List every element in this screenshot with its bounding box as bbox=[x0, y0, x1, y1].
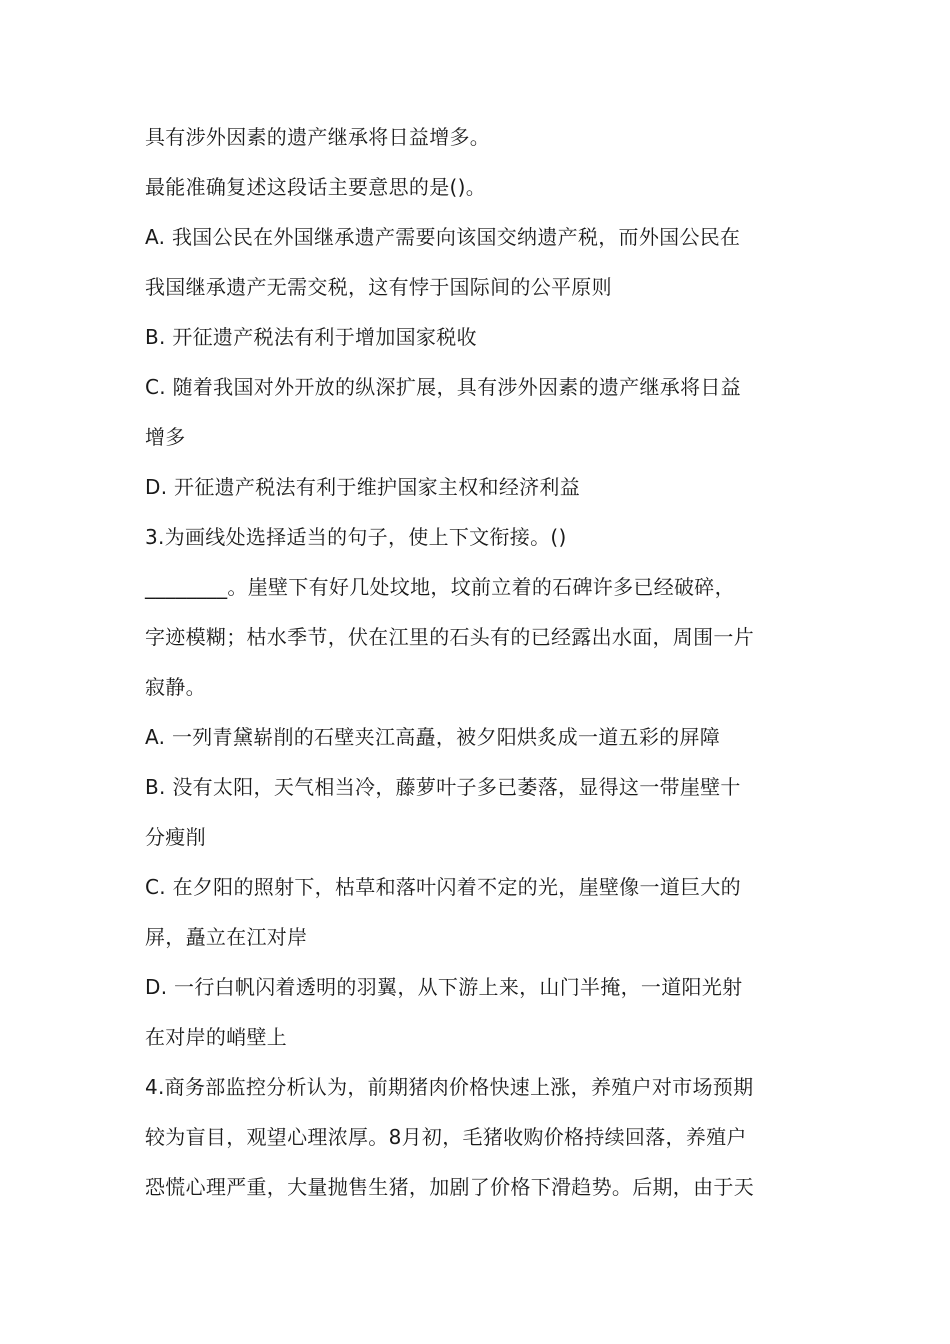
option-b: B. 开征遗产税法有利于增加国家税收 bbox=[145, 325, 477, 349]
question-3-passage-line-1: ________。崖壁下有好几处坟地，坟前立着的石碑许多已经破碎， bbox=[145, 575, 735, 599]
document-page bbox=[145, 112, 815, 1212]
question-4-line-3: 恐慌心理严重，大量抛售生猪，加剧了价格下滑趋势。后期，由于天 bbox=[145, 1175, 754, 1199]
question-3-passage-line-3: 寂静。 bbox=[145, 675, 206, 699]
q3-option-b-line-1: B. 没有太阳，天气相当冷，藤萝叶子多已萎落，显得这一带崖壁十 bbox=[145, 775, 741, 799]
q3-option-c-line-1: C. 在夕阳的照射下，枯草和落叶闪着不定的光，崖壁像一道巨大的 bbox=[145, 875, 741, 899]
q3-option-a: A. 一列青黛崭削的石壁夹江高矗，被夕阳烘炙成一道五彩的屏障 bbox=[145, 725, 721, 749]
q3-option-c-line-2: 屏，矗立在江对岸 bbox=[145, 925, 308, 949]
option-c-line-1: C. 随着我国对外开放的纵深扩展，具有涉外因素的遗产继承将日益 bbox=[145, 375, 741, 399]
question-prompt: 最能准确复述这段话主要意思的是()。 bbox=[145, 175, 487, 199]
q3-option-b-line-2: 分瘦削 bbox=[145, 825, 206, 849]
text-line: 具有涉外因素的遗产继承将日益增多。 bbox=[145, 125, 491, 149]
option-a-line-1: A. 我国公民在外国继承遗产需要向该国交纳遗产税，而外国公民在 bbox=[145, 225, 741, 249]
question-4-line-2: 较为盲目，观望心理浓厚。8月初，毛猪收购价格持续回落，养殖户 bbox=[145, 1125, 747, 1149]
q3-option-d-line-1: D. 一行白帆闪着透明的羽翼，从下游上来，山门半掩，一道阳光射 bbox=[145, 975, 743, 999]
question-3-passage-line-2: 字迹模糊；枯水季节，伏在江里的石头有的已经露出水面，周围一片 bbox=[145, 625, 754, 649]
option-c-line-2: 增多 bbox=[145, 425, 186, 449]
option-d: D. 开征遗产税法有利于维护国家主权和经济利益 bbox=[145, 475, 581, 499]
option-a-line-2: 我国继承遗产无需交税，这有悖于国际间的公平原则 bbox=[145, 275, 612, 299]
question-4-line-1: 4.商务部监控分析认为，前期猪肉价格快速上涨，养殖户对市场预期 bbox=[145, 1075, 754, 1099]
question-3-title: 3.为画线处选择适当的句子，使上下文衔接。() bbox=[145, 525, 567, 549]
q3-option-d-line-2: 在对岸的峭壁上 bbox=[145, 1025, 288, 1049]
